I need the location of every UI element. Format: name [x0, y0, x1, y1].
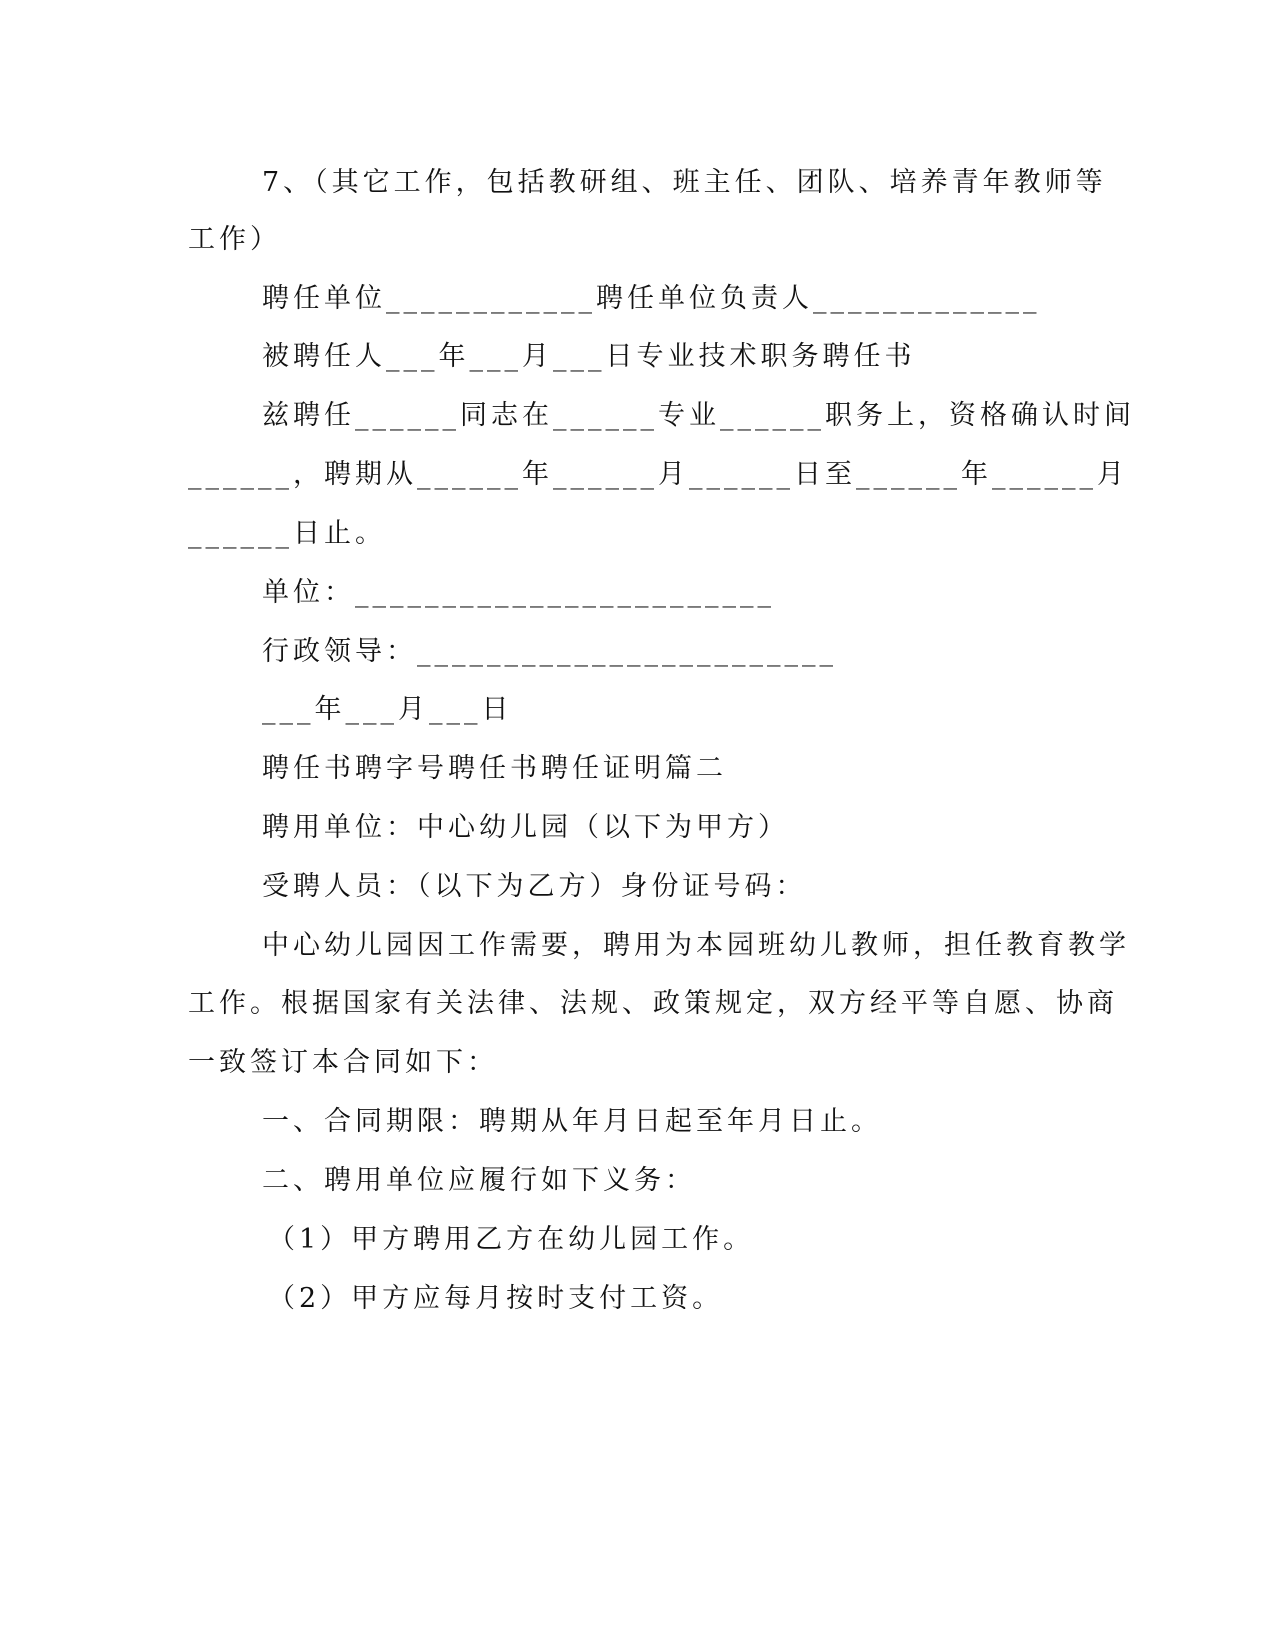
intro-paragraph-line-2: 工作。根据国家有关法律、法规、政策规定，双方经平等自愿、协商: [188, 988, 1118, 1019]
section-title: 聘任书聘字号聘任书聘任证明篇二: [262, 753, 727, 784]
employer-duties-heading: 二、聘用单位应履行如下义务：: [262, 1165, 696, 1196]
intro-paragraph-line-3: 一致签订本合同如下：: [188, 1047, 498, 1078]
appointee-date-line: 被聘任人___年___月___日专业技术职务聘任书: [262, 341, 916, 372]
contract-term-line: 一、合同期限：聘期从年月日起至年月日止。: [262, 1106, 882, 1137]
paragraph-item-7-line-1: 7、（其它工作，包括教研组、班主任、团队、培养青年教师等: [262, 167, 1107, 198]
employer-line: 聘用单位：中心幼儿园（以下为甲方）: [262, 812, 789, 843]
appointment-statement-line-1: 兹聘任______同志在______专业______职务上，资格确认时间: [262, 400, 1135, 431]
unit-signature-line: 单位：________________________: [262, 577, 775, 608]
appointing-unit-line: 聘任单位____________聘任单位负责人_____________: [262, 283, 1041, 314]
appointment-statement-line-3: ______日止。: [188, 518, 386, 549]
appointment-statement-line-2: ______，聘期从______年______月______日至______年______月: [188, 459, 1128, 490]
duty-item-2: （2）甲方应每月按时支付工资。: [268, 1283, 724, 1314]
intro-paragraph-line-1: 中心幼儿园因工作需要，聘用为本园班幼儿教师，担任教育教学: [262, 930, 1130, 961]
paragraph-item-7-line-2: 工作）: [188, 224, 281, 255]
leader-signature-line: 行政领导：________________________: [262, 636, 837, 667]
employee-line: 受聘人员：（以下为乙方）身份证号码：: [262, 871, 807, 902]
duty-item-1: （1）甲方聘用乙方在幼儿园工作。: [268, 1224, 755, 1255]
signature-date-line: ___年___月___日: [262, 694, 513, 725]
